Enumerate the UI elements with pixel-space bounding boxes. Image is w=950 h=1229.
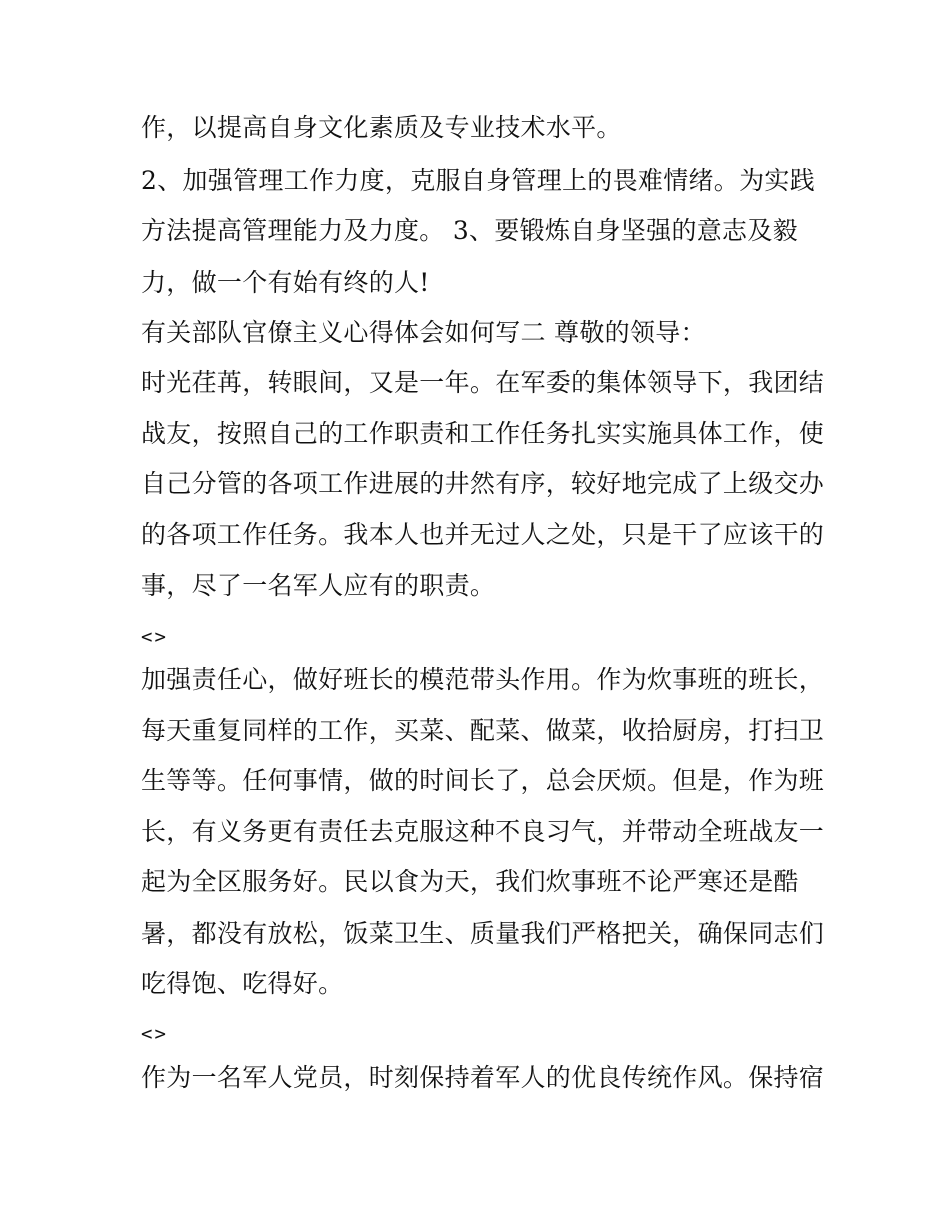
text-line: 自己分管的各项工作进展的井然有序，较好地完成了上级交办: [141, 469, 825, 498]
text-line: 的各项工作任务。我本人也并无过人之处，只是干了应该干的: [141, 520, 825, 549]
text-line: 起为全区服务好。民以食为天，我们炊事班不论严寒还是酷: [141, 867, 799, 896]
text-line: 作，以提高自身文化素质及专业技术水平。: [141, 113, 622, 142]
text-line: 事，尽了一名军人应有的职责。: [141, 571, 496, 600]
separator-marker: <>: [141, 626, 168, 648]
text-line: 方法提高管理能力及力度。 3、要锻炼自身坚强的意志及毅: [141, 216, 798, 245]
text-line: 吃得饱、吃得好。: [141, 969, 344, 998]
text-line: 2、加强管理工作力度，克服自身管理上的畏难情绪。为实践: [141, 166, 816, 195]
text-line: 暑，都没有放松，饭菜卫生、质量我们严格把关，确保同志们: [141, 919, 825, 948]
text-line: 生等等。任何事情，做的时间长了，总会厌烦。但是，作为班: [141, 766, 825, 795]
separator-marker: <>: [141, 1023, 168, 1045]
text-line: 力，做一个有始有终的人!: [141, 268, 430, 297]
text-line: 加强责任心，做好班长的模范带头作用。作为炊事班的班长，: [141, 665, 825, 694]
text-line: 每天重复同样的工作，买菜、配菜、做菜，收拾厨房，打扫卫: [141, 716, 825, 745]
text-line: 战友，按照自己的工作职责和工作任务扎实实施具体工作，使: [141, 419, 825, 448]
text-line: 长，有义务更有责任去克服这种不良习气，并带动全班战友一: [141, 817, 825, 846]
section-heading: 有关部队官僚主义心得体会如何写二 尊敬的领导：: [141, 318, 706, 347]
text-line: 作为一名军人党员，时刻保持着军人的优良传统作风。保持宿: [141, 1063, 825, 1092]
text-line: 时光荏苒，转眼间，又是一年。在军委的集体领导下，我团结: [141, 368, 825, 397]
